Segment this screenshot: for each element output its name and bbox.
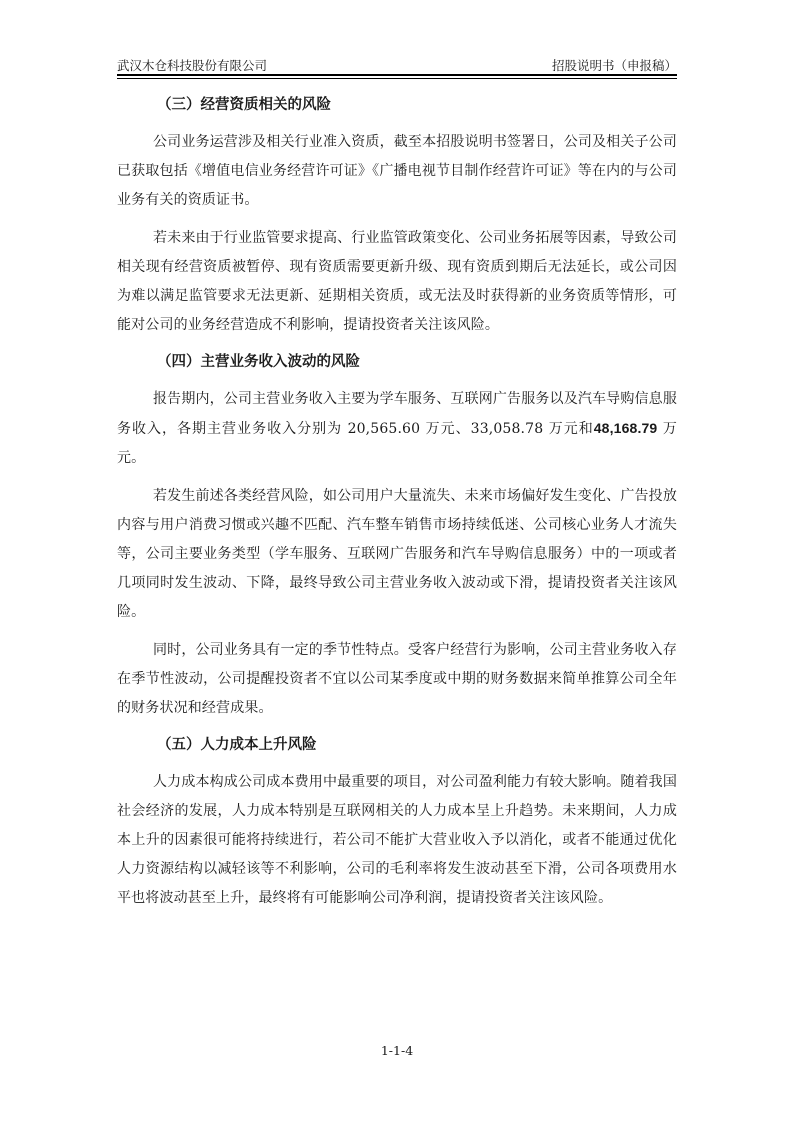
paragraph-revenue-figures xyxy=(117,385,677,473)
paragraph: 公司业务运营涉及相关行业准入资质，截至本招股说明书签署日，公司及相关子公司已获取包括《增值电信业务经营许可证》《广播电视节目制作经营许可证》等在内的与公司业务有关的资质证书。 xyxy=(117,134,677,208)
revenue-unit: 万元。 xyxy=(117,421,677,466)
header-divider-thick xyxy=(117,74,677,76)
page-body xyxy=(117,92,677,922)
revenue-text: 报告期内，公司主营业务收入主要为学车服务、互联网广告服务以及汽车导购信息服务收入，各期主营业务收入分别为 20,565.60 万元、33,058.78 万元和 xyxy=(117,391,677,437)
header-document-title: 招股说明书（申报稿） xyxy=(551,58,677,73)
header-company-name: 武汉木仓科技股份有限公司 xyxy=(117,58,268,73)
section-title: （四）主营业务收入波动的风险 xyxy=(157,354,360,370)
revenue-latest-value: 48,168.79 xyxy=(593,420,658,436)
paragraph: 同时，公司业务具有一定的季节性特点。受客户经营行为影响，公司主营业务收入存在季节性波动，公司提醒投资者不宜以公司某季度或中期的财务数据来简单推算公司全年的财务状况和经营成果。 xyxy=(117,642,677,716)
section-business-qualification-risk xyxy=(117,92,677,340)
section-title: （三）经营资质相关的风险 xyxy=(157,97,331,113)
page-number: 1-1-4 xyxy=(380,1043,414,1058)
paragraph: 若发生前述各类经营风险，如公司用户大量流失、未来市场偏好发生变化、广告投放内容与用户消费习惯或兴趣不匹配、汽车整车销售市场持续低迷、公司核心业务人才流失等，公司主要业务类型（学车服务、互联网广告服务和汽车导购信息服务）中的一项或者几项同时发生波动、下降，最终导致公司主营业务收入波动或下滑，提请投资者关注该风险。 xyxy=(117,488,677,620)
section-labor-cost-risk xyxy=(117,732,677,913)
paragraph: 人力成本构成公司成本费用中最重要的项目，对公司盈利能力有较大影响。随着我国社会经济的发展，人力成本特别是互联网相关的人力成本呈上升趋势。未来期间，人力成本上升的因素很可能将持续进行，若公司不能扩大营业收入予以消化，或者不能通过优化人力资源结构以减轻该等不利影响，公司的毛利率将发生波动甚至下滑，公司各项费用水平也将波动甚至上升，最终将有可能影响公司净利润，提请投资者关注该风险。 xyxy=(117,774,677,906)
paragraph: 若未来由于行业监管要求提高、行业监管政策变化、公司业务拓展等因素，导致公司相关现有经营资质被暂停、现有资质需要更新升级、现有资质到期后无法延长，或公司因为难以满足监管要求无法更新、延期相关资质，或无法及时获得新的业务资质等情形，可能对公司的业务经营造成不利影响，提请投资者关注该风险。 xyxy=(117,230,677,333)
page-header xyxy=(117,52,677,74)
section-main-revenue-fluctuation-risk xyxy=(117,349,677,723)
header-divider-thin xyxy=(117,78,677,79)
section-title: （五）人力成本上升风险 xyxy=(157,737,317,753)
